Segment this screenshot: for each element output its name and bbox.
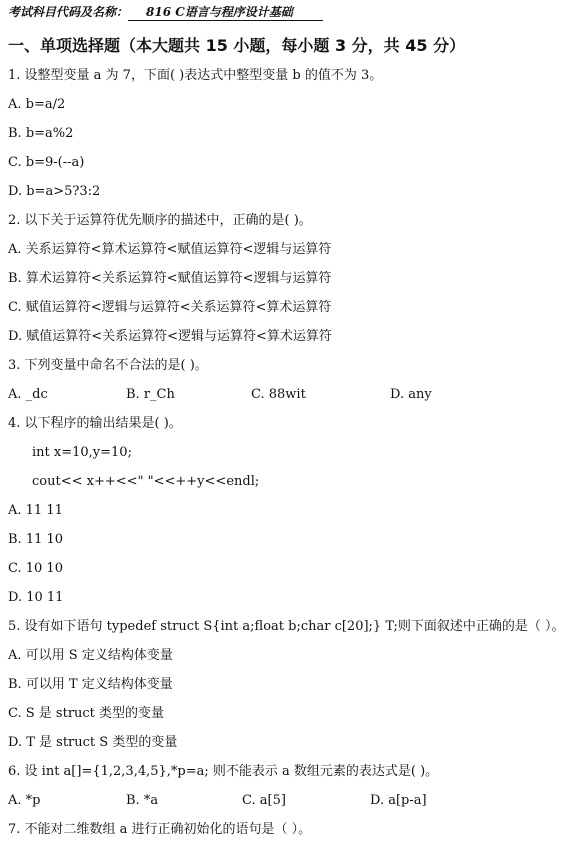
question-2-option-c: C. 赋值运算符<逻辑与运算符<关系运算符<算术运算符 — [8, 300, 332, 315]
question-5-option-b: B. 可以用 T 定义结构体变量 — [8, 677, 173, 692]
question-4-stem: 4. 以下程序的输出结果是( )。 — [8, 416, 182, 431]
question-4-code-line-1: int x=10,y=10; — [32, 445, 132, 460]
question-2-option-a: A. 关系运算符<算术运算符<赋值运算符<逻辑与运算符 — [8, 242, 332, 257]
question-5-option-c: C. S 是 struct 类型的变量 — [8, 706, 165, 721]
question-2-option-d: D. 赋值运算符<关系运算符<逻辑与运算符<算术运算符 — [8, 329, 332, 344]
question-6-option-a: A. *p — [8, 793, 41, 808]
question-4-code-line-2: cout<< x++<<" "<<++y<<endl; — [32, 474, 260, 489]
question-6-option-c: C. a[5] — [242, 793, 286, 808]
question-1-option-a: A. b=a/2 — [8, 97, 66, 112]
question-4-option-d: D. 10 11 — [8, 590, 64, 605]
question-4-option-b: B. 11 10 — [8, 532, 64, 547]
question-6-option-d: D. a[p-a] — [370, 793, 427, 808]
question-1-option-d: D. b=a>5?3:2 — [8, 184, 101, 199]
question-7-stem: 7. 不能对二维数组 a 进行正确初始化的语句是（ ）。 — [8, 822, 312, 837]
question-5-option-a: A. 可以用 S 定义结构体变量 — [8, 648, 173, 663]
question-6-stem: 6. 设 int a[]={1,2,3,4,5},*p=a; 则不能表示 a 数组元素的表达式是( )。 — [8, 764, 439, 779]
question-4-option-a: A. 11 11 — [8, 503, 63, 518]
question-3-stem: 3. 下列变量中命名不合法的是( )。 — [8, 358, 208, 373]
question-3-option-c: C. 88wit — [251, 387, 306, 402]
question-5-stem: 5. 设有如下语句 typedef struct S{int a;float b;char c[20];} T;则下面叙述中正确的是（ ）。 — [8, 619, 565, 634]
question-6-option-b: B. *a — [126, 793, 159, 808]
question-1-option-c: C. b=9-(--a) — [8, 155, 85, 170]
question-3-option-b: B. r_Ch — [126, 387, 175, 402]
question-3-option-a: A. _dc — [8, 387, 48, 402]
question-3-option-d: D. any — [390, 387, 432, 402]
question-5-option-d: D. T 是 struct S 类型的变量 — [8, 735, 178, 750]
exam-header — [8, 3, 323, 21]
question-1-stem: 1. 设整型变量 a 为 7，下面( )表达式中整型变量 b 的值不为 3。 — [8, 68, 383, 83]
question-2-stem: 2. 以下关于运算符优先顺序的描述中，正确的是( )。 — [8, 213, 312, 228]
course-name: 816 C语言与程序设计基础 — [128, 3, 323, 21]
course-label: 考试科目代码及名称： — [8, 5, 129, 19]
question-4-option-c: C. 10 10 — [8, 561, 63, 576]
question-1-option-b: B. b=a%2 — [8, 126, 74, 141]
question-2-option-b: B. 算术运算符<关系运算符<赋值运算符<逻辑与运算符 — [8, 271, 332, 286]
section-title: 一、单项选择题（本大题共 15 小题，每小题 3 分，共 45 分） — [8, 36, 466, 55]
